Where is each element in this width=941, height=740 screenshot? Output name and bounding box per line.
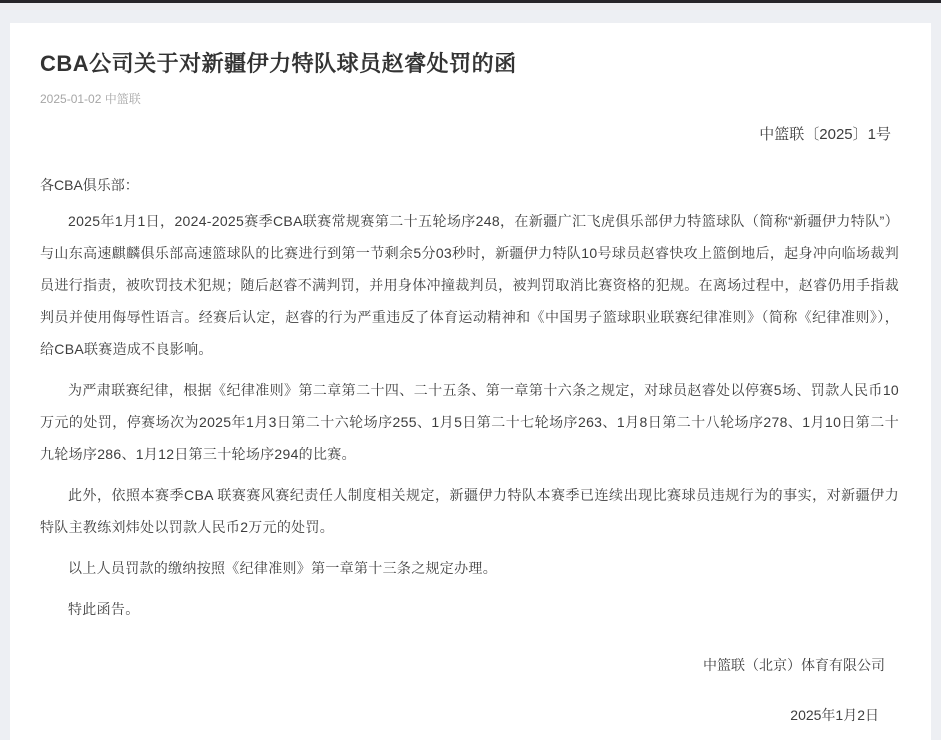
article-card xyxy=(10,23,931,740)
page-background xyxy=(0,3,941,740)
document-number: 中篮联〔2025〕1号 xyxy=(759,126,891,143)
body-paragraph: 此外，依照本赛季CBA 联赛赛风赛纪责任人制度相关规定，新疆伊力特队本赛季已连续出现比赛球员违规行为的事实，对新疆伊力特队主教练刘炜处以罚款人民币2万元的处罚。 xyxy=(40,487,899,535)
body-paragraph: 2025年1月1日，2024-2025赛季CBA联赛常规赛第二十五轮场序248，在新疆广汇飞虎俱乐部伊力特篮球队（简称“新疆伊力特队”）与山东高速麒麟俱乐部高速篮球队的比赛进行到第一节剩余5分03秒时，新疆伊力特队10号球员赵睿快攻上篮倒地后，起身冲向临场裁判员进行指责，被吹罚技术犯规；随后赵睿不满判罚，并用身体冲撞裁判员，被判罚取消比赛资格的犯规。在离场过程中，赵睿仍用手指裁判员并使用侮辱性语言。经赛后认定，赵睿的行为严重违反了体育运动精神和《中国男子篮球职业联赛纪律准则》（简称《纪律准则》），给CBA联赛造成不良影响。 xyxy=(40,213,899,357)
body-paragraph: 以上人员罚款的缴纳按照《纪律准则》第一章第十三条之规定办理。 xyxy=(68,560,497,576)
signature-date: 2025年1月2日 xyxy=(790,707,879,723)
post-meta: 2025-01-02 中篮联 xyxy=(40,92,141,106)
salutation: 各CBA俱乐部： xyxy=(40,177,139,193)
signature-company: 中篮联（北京）体育有限公司 xyxy=(703,657,885,673)
body-paragraph: 为严肃联赛纪律，根据《纪律准则》第二章第二十四、二十五条、第一章第十六条之规定，对球员赵睿处以停赛5场、罚款人民币10万元的处罚，停赛场次为2025年1月3日第二十六轮场序255、1月5日第二十七轮场序263、1月8日第二十八轮场序278、1月10日第二十九轮场序286、1月12日第三十轮场序294的比赛。 xyxy=(40,382,899,462)
page-title: CBA公司关于对新疆伊力特队球员赵睿处罚的函 xyxy=(40,51,517,76)
body-paragraph: 特此函告。 xyxy=(68,601,140,617)
